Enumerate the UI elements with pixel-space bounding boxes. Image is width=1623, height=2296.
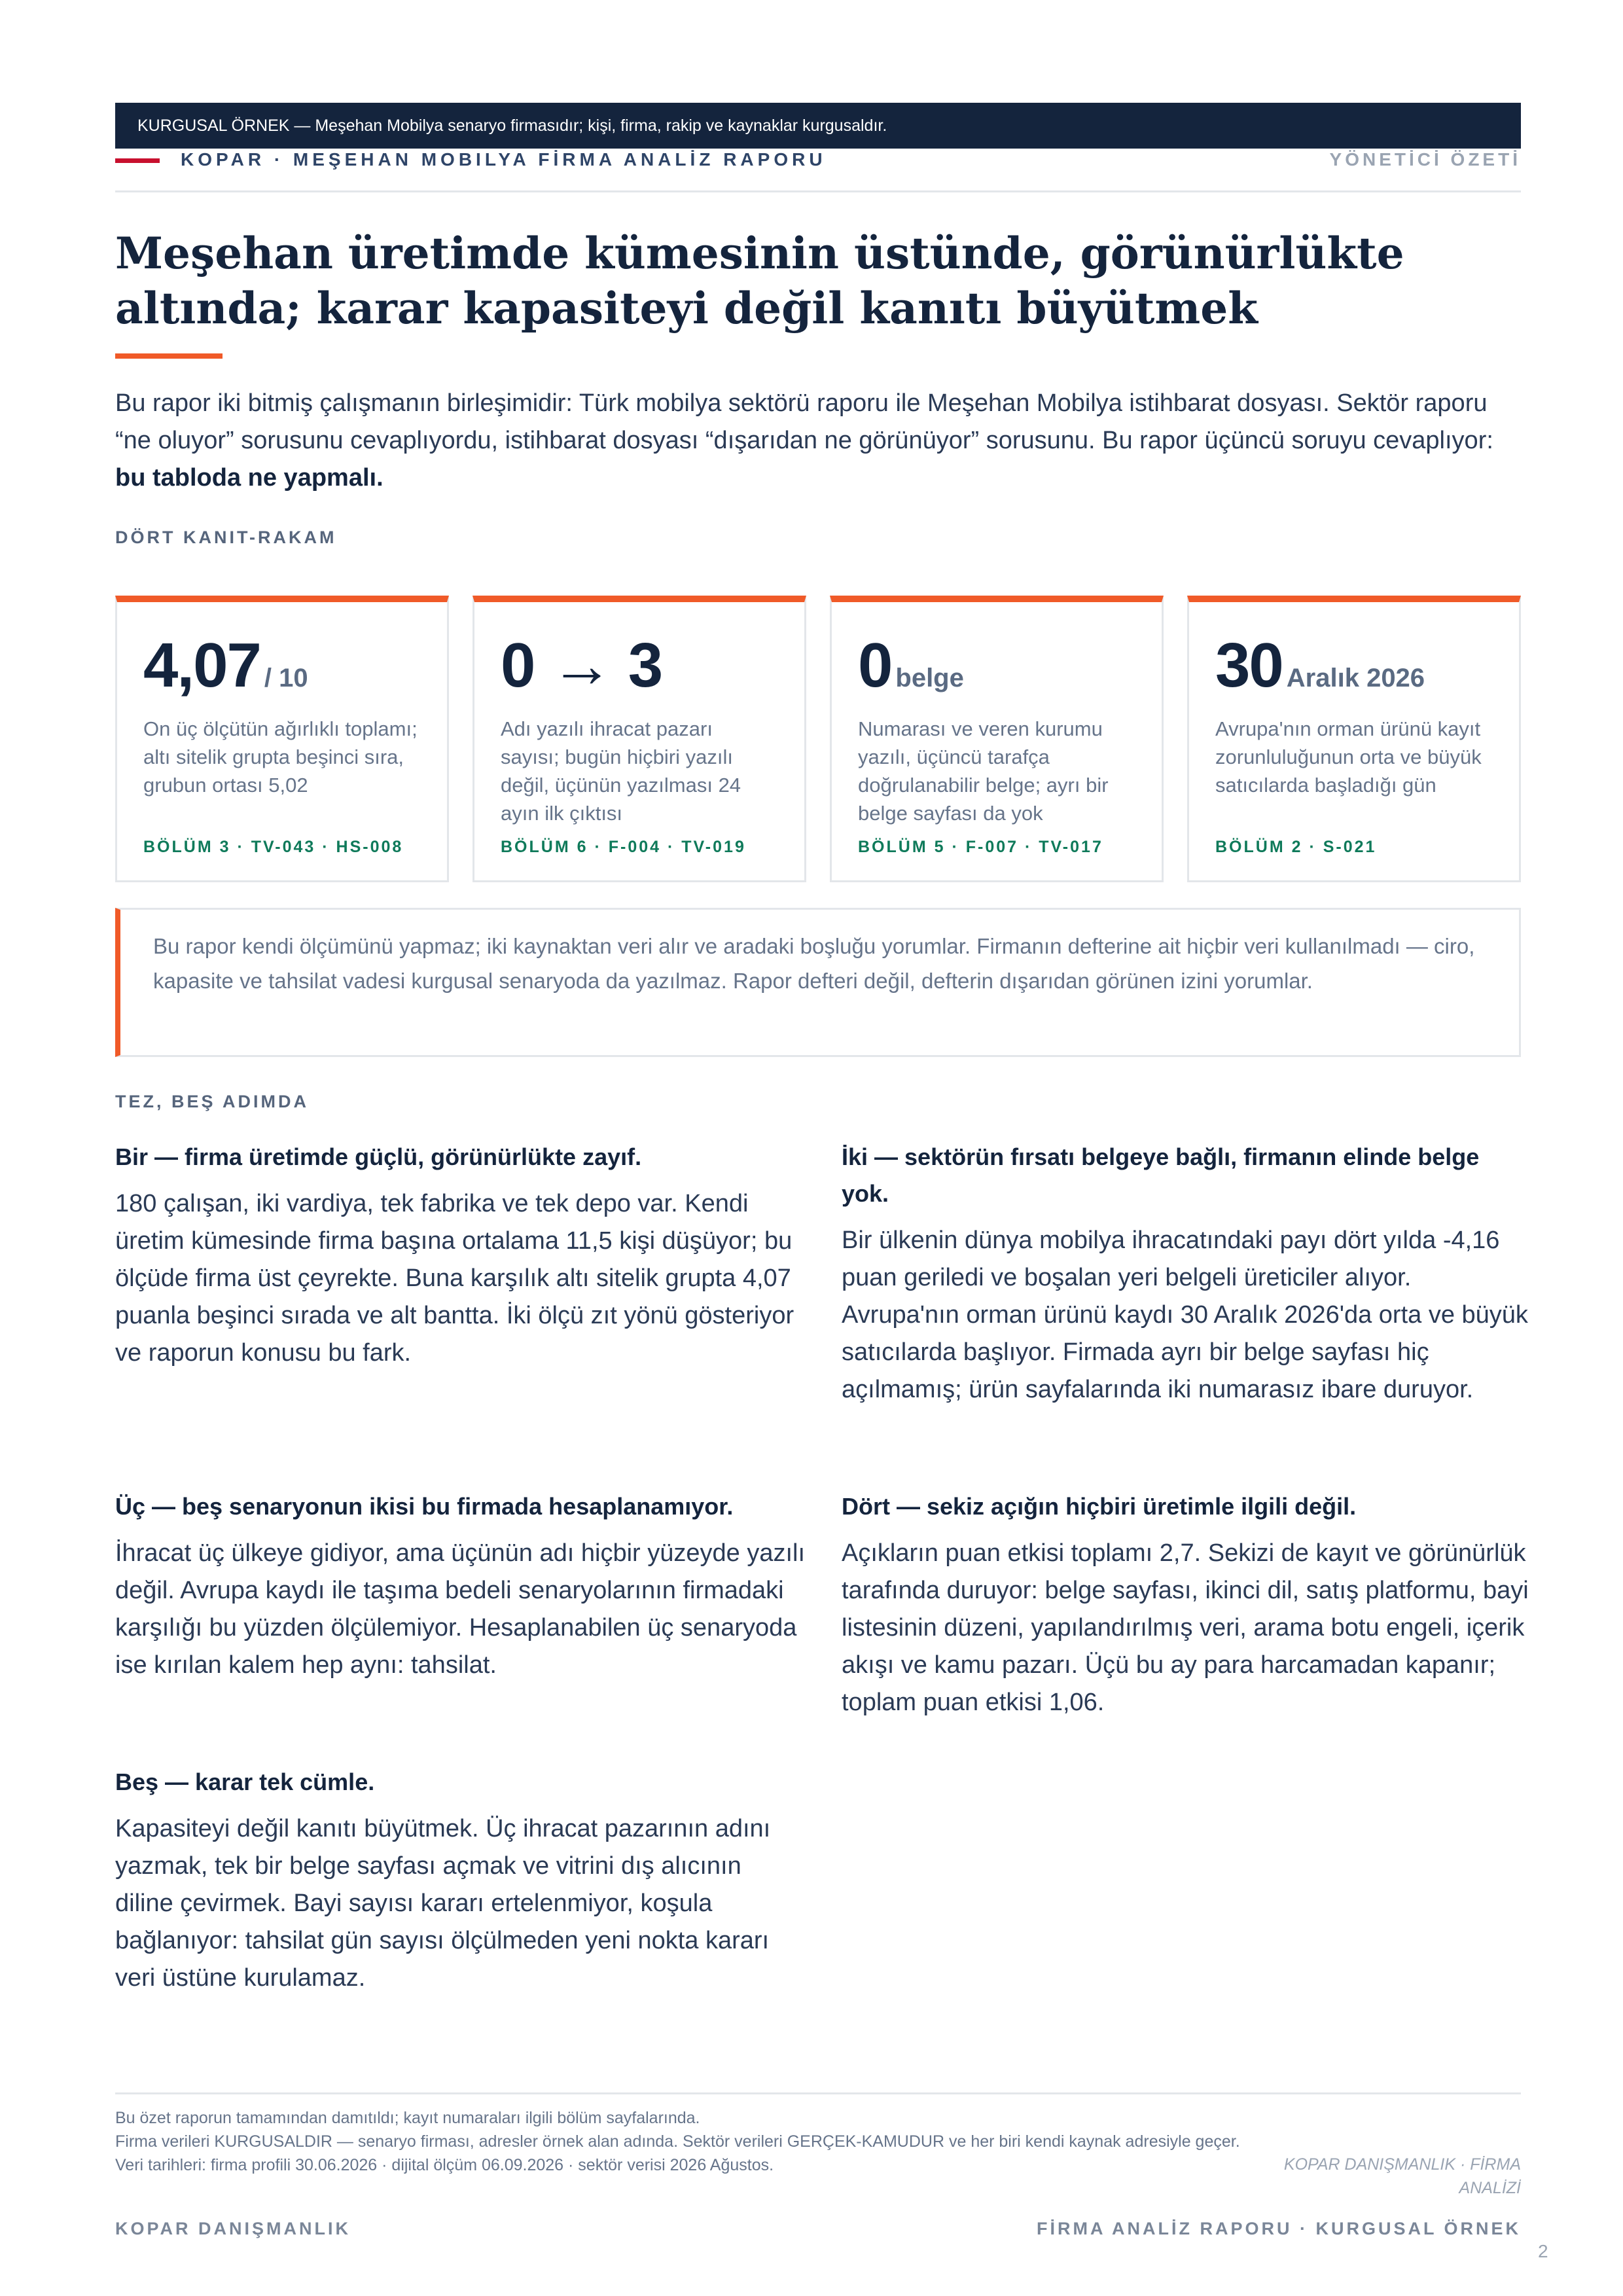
kpi-card <box>115 596 449 882</box>
kpi-value: 0 <box>858 630 892 700</box>
kpi-figure <box>143 630 308 702</box>
kpi-reference: BÖLÜM 2 · S-021 <box>1215 838 1377 856</box>
header-divider <box>115 190 1521 192</box>
kpi-figure <box>1215 630 1425 702</box>
page-number: 2 <box>1538 2241 1548 2261</box>
title-underline <box>115 353 223 359</box>
kpi-card <box>830 596 1164 882</box>
kpi-value: 30 <box>1215 630 1283 700</box>
thesis-step-heading: Bir — firma üretimde güçlü, görünürlükte zayıf. <box>115 1143 642 1170</box>
footer-note-line: Veri tarihleri: firma profili 30.06.2026 · dijital ölçüm 06.09.2026 · sektör verisi 2026 Ağustos. <box>115 2156 774 2174</box>
kpi-description: Numarası ve veren kurumu yazılı, üçüncü tarafça doğrulanabilir belge; ayrı bir belge sayfası da yok <box>858 717 1109 825</box>
footer-report-type: FİRMA ANALİZ RAPORU · KURGUSAL ÖRNEK <box>1037 2219 1521 2238</box>
kpi-reference: BÖLÜM 3 · TV-043 · HS-008 <box>143 838 404 856</box>
kpi-unit: / 10 <box>264 664 308 692</box>
thesis-step-heading: Dört — sekiz açığın hiçbiri üretimle ilgili değil. <box>842 1493 1357 1520</box>
kpi-card <box>473 596 806 882</box>
footer-brand-italic: KOPAR DANIŞMANLIK · FİRMA ANALİZİ <box>1283 2155 1521 2197</box>
intro-text: Bu rapor iki bitmiş çalışmanın birleşimidir: Türk mobilya sektörü raporu ile Meşehan Mobilya istihbarat dosyası. Sektör raporu “ne oluyor” sorusunu cevaplıyordu, istihbarat dosyası “dışarıdan ne görünüyor” sorusunu. Bu rapor üçüncü soruyu cevaplıyor: <box>115 389 1493 454</box>
kpi-description: On üç ölçütün ağırlıklı toplamı; altı sitelik grupta beşinci sıra, grubun ortası 5,02 <box>143 717 418 797</box>
method-note-callout: Bu rapor kendi ölçümünü yapmaz; iki kaynaktan veri alır ve aradaki boşluğu yorumlar. Firmanın defterine ait hiçbir veri kullanılmadı — ciro, kapasite ve tahsilat vadesi kurgusal senaryoda da yazılmaz. Rapor defteri değil, defterin dışarıdan görünen izini yorumlar. <box>115 908 1521 1057</box>
thesis-step-body: İhracat üç ülkeye gidiyor, ama üçünün adı hiçbir yüzeyde yazılı değil. Avrupa kaydı ile taşıma bedeli senaryolarının firmadaki karşılığı bu yüzden ölçülemiyor. Hesaplanabilen üç senaryoda ise kırılan kalem hep aynı: tahsilat. <box>115 1539 806 1679</box>
thesis-step-body: Açıkların puan etkisi toplamı 2,7. Sekizi de kayıt ve görünürlük tarafında duruyor: belge sayfası, ikinci dil, satış platformu, bayi listesinin düzeni, yapılandırılmış veri, arama botu engeli, içerik akışı ve kamu pazarı. Üçü bu ay para harcamadan kapanır; toplam puan etkisi 1,06. <box>842 1539 1529 1716</box>
kpi-reference: BÖLÜM 6 · F-004 · TV-019 <box>501 838 746 856</box>
intro-bold: bu tabloda ne yapmalı. <box>115 464 383 492</box>
thesis-step-body: Bir ülkenin dünya mobilya ihracatındaki payı dört yılda -4,16 puan geriledi ve boşalan yeri belgeli üreticiler alıyor. Avrupa'nın orman ürünü kaydı 30 Aralık 2026'da orta ve büyük satıcılarda başlıyor. Firmada ayrı bir belge sayfası hiç açılmamış; ürün sayfalarında iki numarasız ibare duruyor. <box>842 1227 1528 1403</box>
kpi-section-label: DÖRT KANIT-RAKAM <box>115 528 337 547</box>
footer-notes <box>115 2106 1254 2177</box>
header-accent-line <box>115 158 160 163</box>
fiction-banner: KURGUSAL ÖRNEK — Meşehan Mobilya senaryo firmasıdır; kişi, firma, rakip ve kaynaklar kurgusaldır. <box>115 103 1521 149</box>
page-title: Meşehan üretimde kümesinin üstünde, görünürlükte altında; karar kapasiteyi değil kanıtı büyütmek <box>115 228 1404 334</box>
thesis-step-heading: İki — sektörün fırsatı belgeye bağlı, firmanın elinde belge yok. <box>842 1143 1480 1207</box>
kpi-figure <box>501 630 666 702</box>
footer-note-line: Bu özet raporun tamamından damıtıldı; kayıt numaraları ilgili bölüm sayfalarında. <box>115 2109 700 2127</box>
thesis-step-heading: Üç — beş senaryonun ikisi bu firmada hesaplanamıyor. <box>115 1493 734 1520</box>
kpi-description: Adı yazılı ihracat pazarı sayısı; bugün hiçbiri yazılı değil, üçünün yazılması 24 ayın ilk çıktısı <box>501 717 741 825</box>
footer-divider <box>115 2092 1521 2094</box>
thesis-step-body: 180 çalışan, iki vardiya, tek fabrika ve tek depo var. Kendi üretim kümesinde firma başına ortalama 11,5 kişi düşüyor; bu ölçüde firma üst çeyrekte. Buna karşılık altı sitelik grupta 4,07 puanla beşinci sırada ve alt bantta. İki ölçü zıt yönü gösteriyor ve raporun konusu bu fark. <box>115 1190 794 1367</box>
running-header-title: KOPAR · MEŞEHAN MOBILYA FİRMA ANALİZ RAPORU <box>181 149 827 170</box>
thesis-section-label: TEZ, BEŞ ADIMDA <box>115 1092 309 1111</box>
footer-note-line: Firma verileri KURGUSALDIR — senaryo firması, adresler örnek alan adında. Sektör verileri GERÇEK-KAMUDUR ve her biri kendi kaynak adresiyle geçer. <box>115 2132 1240 2151</box>
kpi-figure <box>858 630 964 702</box>
intro-paragraph <box>115 385 1522 497</box>
footer-company: KOPAR DANIŞMANLIK <box>115 2219 351 2238</box>
thesis-step-heading: Beş — karar tek cümle. <box>115 1768 375 1795</box>
kpi-card <box>1187 596 1521 882</box>
kpi-cards <box>115 596 1521 882</box>
thesis-step-body: Kapasiteyi değil kanıtı büyütmek. Üç ihracat pazarının adını yazmak, tek bir belge sayfası açmak ve vitrini dış alıcının diline çevirmek. Bayi sayısı kararı ertelenmiyor, koşula bağlanıyor: tahsilat gün sayısı ölçülmeden yeni nokta kararı veri üstüne kurulamaz. <box>115 1815 771 1992</box>
running-header-section: YÖNETİCİ ÖZETİ <box>1329 149 1521 170</box>
kpi-reference: BÖLÜM 5 · F-007 · TV-017 <box>858 838 1103 856</box>
kpi-value: 0 → 3 <box>501 630 662 700</box>
kpi-value: 4,07 <box>143 630 260 700</box>
kpi-description: Avrupa'nın orman ürünü kayıt zorunluluğunun orta ve büyük satıcılarda başladığı gün <box>1215 717 1482 797</box>
kpi-unit: belge <box>895 664 964 692</box>
kpi-unit: Aralık 2026 <box>1286 664 1425 692</box>
